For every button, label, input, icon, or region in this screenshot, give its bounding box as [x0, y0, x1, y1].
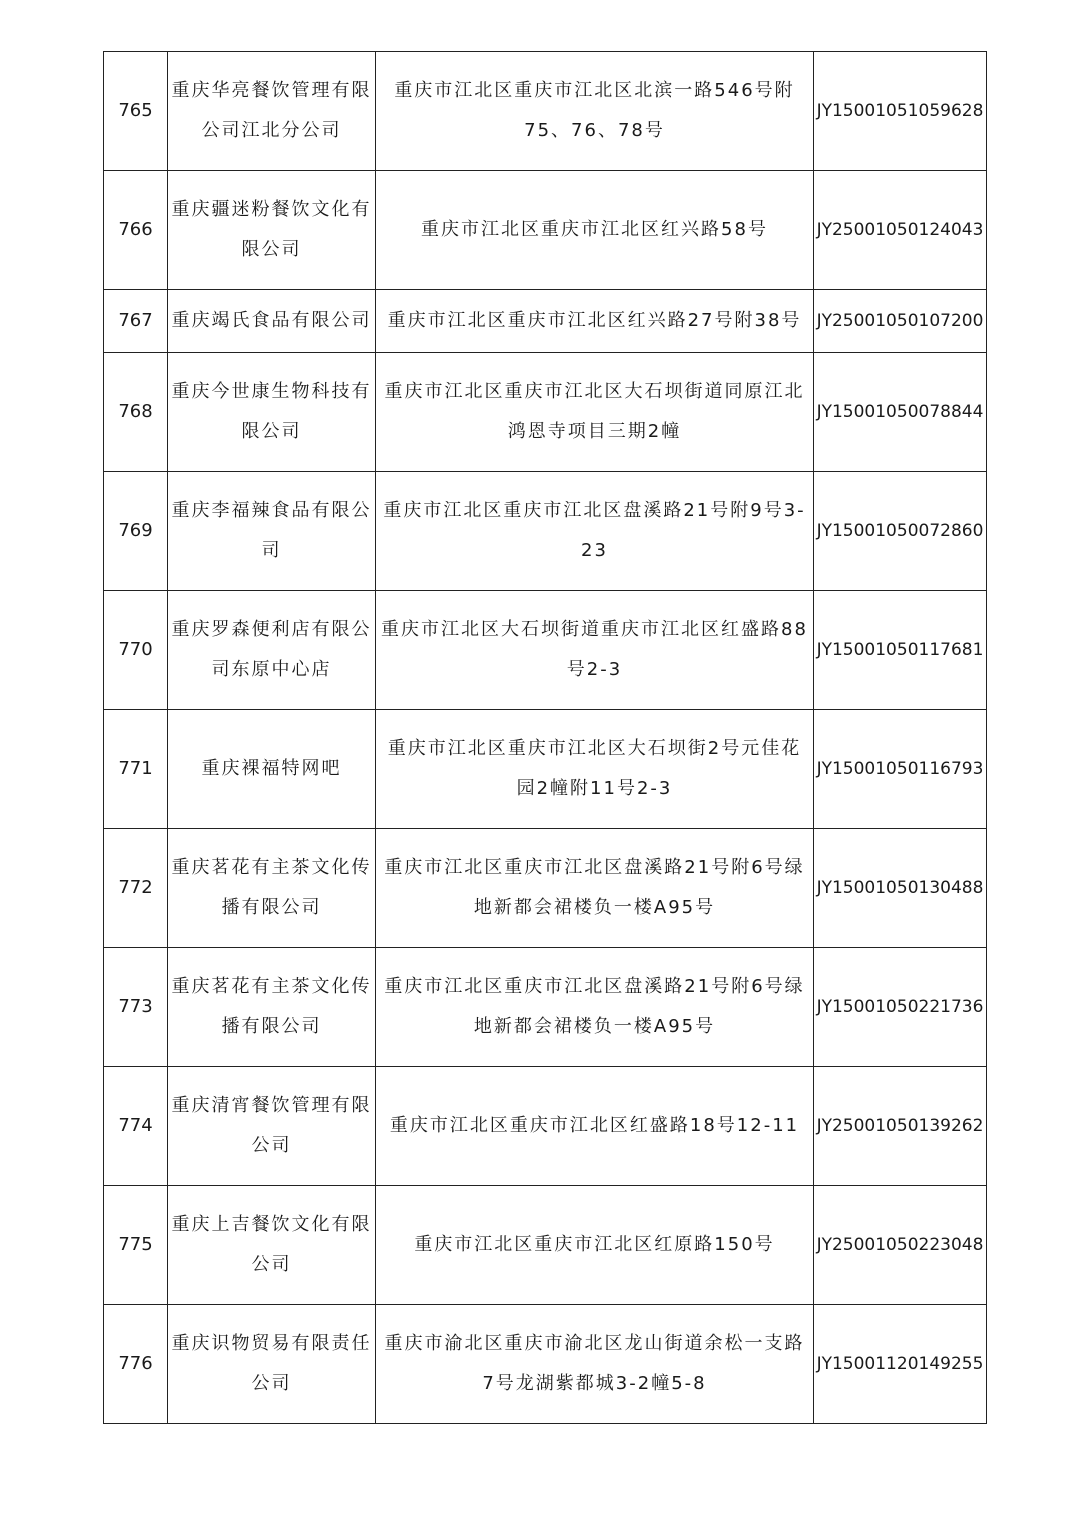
row-number: 774: [104, 1067, 168, 1186]
company-name: 重庆裸福特网吧: [168, 710, 376, 829]
company-address: 重庆市江北区重庆市江北区北滨一路546号附75、76、78号: [376, 52, 814, 171]
company-name: 重庆李福辣食品有限公司: [168, 472, 376, 591]
company-address: 重庆市江北区大石坝街道重庆市江北区红盛路88号2-3: [376, 591, 814, 710]
table-row: [104, 1305, 987, 1424]
table-row: [104, 1186, 987, 1305]
license-number: JY15001050072860: [814, 472, 987, 591]
row-number: 769: [104, 472, 168, 591]
row-number: 772: [104, 829, 168, 948]
company-name: 重庆疆迷粉餐饮文化有限公司: [168, 171, 376, 290]
license-number: JY15001050221736: [814, 948, 987, 1067]
company-address: 重庆市江北区重庆市江北区大石坝街道同原江北鸿恩寺项目三期2幢: [376, 353, 814, 472]
table-row: [104, 829, 987, 948]
table-row: [104, 1067, 987, 1186]
company-address: 重庆市江北区重庆市江北区盘溪路21号附9号3-23: [376, 472, 814, 591]
row-number: 765: [104, 52, 168, 171]
company-address: 重庆市江北区重庆市江北区红原路150号: [376, 1186, 814, 1305]
license-table-page: [103, 51, 986, 1424]
license-number: JY15001050117681: [814, 591, 987, 710]
license-number: JY15001051059628: [814, 52, 987, 171]
license-table: [103, 51, 987, 1424]
table-row: [104, 948, 987, 1067]
license-number: JY25001050223048: [814, 1186, 987, 1305]
company-name: 重庆茗花有主茶文化传播有限公司: [168, 829, 376, 948]
company-address: 重庆市江北区重庆市江北区红兴路27号附38号: [376, 290, 814, 353]
row-number: 768: [104, 353, 168, 472]
table-row: [104, 290, 987, 353]
company-name: 重庆罗森便利店有限公司东原中心店: [168, 591, 376, 710]
company-name: 重庆竭氏食品有限公司: [168, 290, 376, 353]
company-name: 重庆上吉餐饮文化有限公司: [168, 1186, 376, 1305]
company-address: 重庆市渝北区重庆市渝北区龙山街道余松一支路7号龙湖紫都城3-2幢5-8: [376, 1305, 814, 1424]
company-address: 重庆市江北区重庆市江北区红盛路18号12-11: [376, 1067, 814, 1186]
company-name: 重庆清宵餐饮管理有限公司: [168, 1067, 376, 1186]
row-number: 773: [104, 948, 168, 1067]
company-name: 重庆华亮餐饮管理有限公司江北分公司: [168, 52, 376, 171]
row-number: 771: [104, 710, 168, 829]
row-number: 767: [104, 290, 168, 353]
company-address: 重庆市江北区重庆市江北区红兴路58号: [376, 171, 814, 290]
license-number: JY25001050107200: [814, 290, 987, 353]
license-number: JY15001120149255: [814, 1305, 987, 1424]
license-number: JY15001050130488: [814, 829, 987, 948]
company-name: 重庆识物贸易有限责任公司: [168, 1305, 376, 1424]
license-number: JY25001050139262: [814, 1067, 987, 1186]
table-row: [104, 710, 987, 829]
table-row: [104, 353, 987, 472]
table-row: [104, 52, 987, 171]
company-name: 重庆今世康生物科技有限公司: [168, 353, 376, 472]
license-number: JY25001050124043: [814, 171, 987, 290]
table-row: [104, 171, 987, 290]
license-number: JY15001050116793: [814, 710, 987, 829]
license-number: JY15001050078844: [814, 353, 987, 472]
row-number: 775: [104, 1186, 168, 1305]
company-address: 重庆市江北区重庆市江北区大石坝街2号元佳花园2幢附11号2-3: [376, 710, 814, 829]
company-address: 重庆市江北区重庆市江北区盘溪路21号附6号绿地新都会裙楼负一楼A95号: [376, 948, 814, 1067]
company-address: 重庆市江北区重庆市江北区盘溪路21号附6号绿地新都会裙楼负一楼A95号: [376, 829, 814, 948]
table-row: [104, 591, 987, 710]
row-number: 766: [104, 171, 168, 290]
company-name: 重庆茗花有主茶文化传播有限公司: [168, 948, 376, 1067]
table-row: [104, 472, 987, 591]
row-number: 776: [104, 1305, 168, 1424]
row-number: 770: [104, 591, 168, 710]
